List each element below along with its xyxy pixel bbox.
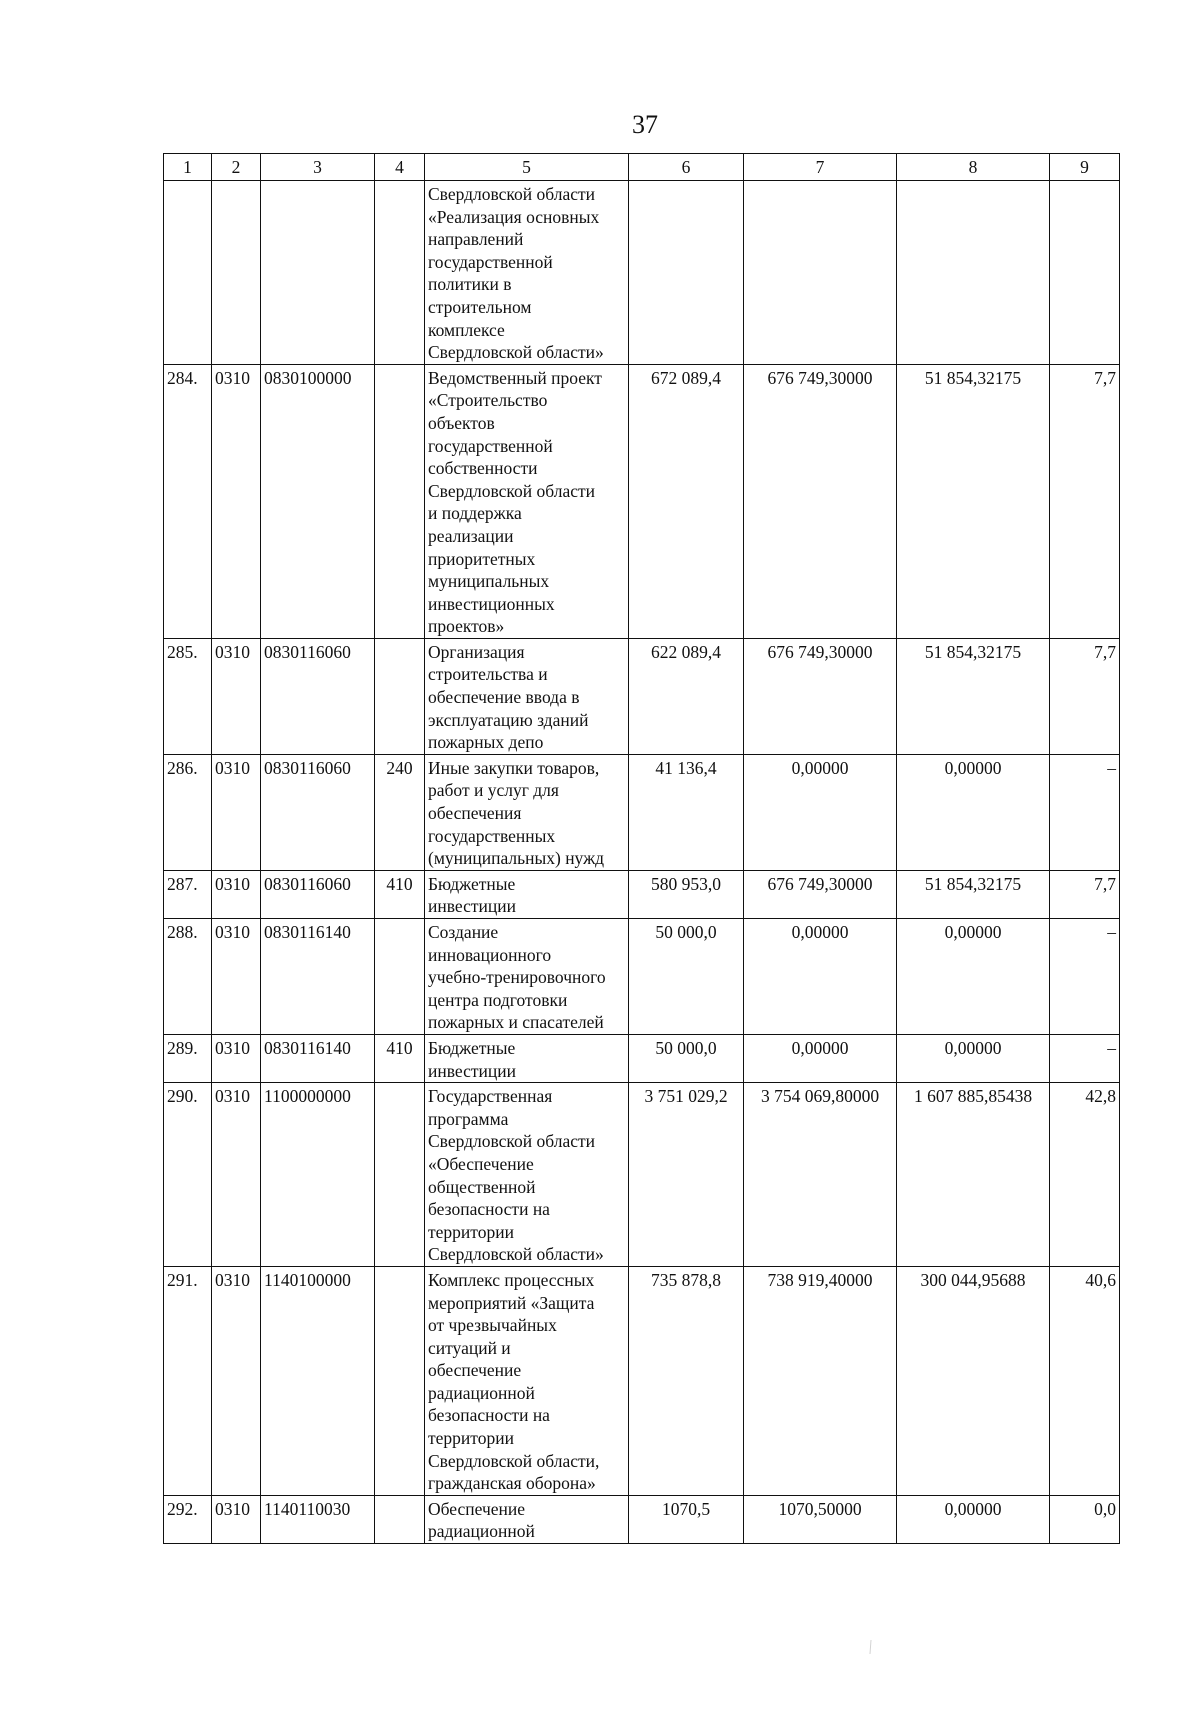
- header-cell: 1: [164, 154, 212, 181]
- header-cell: 6: [629, 154, 744, 181]
- value-col7: 676 749,30000: [744, 870, 897, 918]
- value-col6: [629, 181, 744, 365]
- table-row: [164, 1083, 1120, 1267]
- value-col7: 3 754 069,80000: [744, 1083, 897, 1267]
- item-name: Бюджетные инвестиции: [425, 870, 629, 918]
- header-cell: 9: [1050, 154, 1120, 181]
- value-col6: 1070,5: [629, 1495, 744, 1543]
- row-number: 286.: [164, 754, 212, 870]
- item-name: Государственная программа Свердловской области «Обеспечение общественной безопасности на территории Свердловской области»: [425, 1083, 629, 1267]
- section-code: 0310: [212, 1495, 261, 1543]
- value-col8: 0,00000: [897, 919, 1050, 1035]
- target-code: 0830116060: [261, 870, 375, 918]
- target-code: 1100000000: [261, 1083, 375, 1267]
- row-number: 288.: [164, 919, 212, 1035]
- value-col6: 3 751 029,2: [629, 1083, 744, 1267]
- table-row: [164, 870, 1120, 918]
- value-col8: 51 854,32175: [897, 638, 1050, 754]
- item-name: Ведомственный проект «Строительство объектов государственной собственности Свердловской области и поддержка реализации приоритетных муниципальных инвестиционных проектов»: [425, 364, 629, 638]
- target-code: 1140100000: [261, 1266, 375, 1495]
- section-code: 0310: [212, 870, 261, 918]
- item-name: Организация строительства и обеспечение ввода в эксплуатацию зданий пожарных депо: [425, 638, 629, 754]
- section-code: 0310: [212, 638, 261, 754]
- header-cell: 7: [744, 154, 897, 181]
- value-col8: 0,00000: [897, 754, 1050, 870]
- value-col6: 622 089,4: [629, 638, 744, 754]
- table-row: [164, 638, 1120, 754]
- percent-col9: 7,7: [1050, 638, 1120, 754]
- budget-table: [163, 153, 1120, 1544]
- percent-col9: 7,7: [1050, 870, 1120, 918]
- percent-col9: –: [1050, 1034, 1120, 1082]
- value-col6: 735 878,8: [629, 1266, 744, 1495]
- value-col6: 50 000,0: [629, 919, 744, 1035]
- row-number: 292.: [164, 1495, 212, 1543]
- item-name: Бюджетные инвестиции: [425, 1034, 629, 1082]
- value-col8: 51 854,32175: [897, 870, 1050, 918]
- value-col8: 0,00000: [897, 1495, 1050, 1543]
- value-col7: 676 749,30000: [744, 364, 897, 638]
- section-code: 0310: [212, 919, 261, 1035]
- percent-col9: 42,8: [1050, 1083, 1120, 1267]
- expense-type-code: 240: [375, 754, 425, 870]
- value-col7: [744, 181, 897, 365]
- value-col8: 300 044,95688: [897, 1266, 1050, 1495]
- value-col7: 0,00000: [744, 1034, 897, 1082]
- percent-col9: 7,7: [1050, 364, 1120, 638]
- table-row: [164, 1495, 1120, 1543]
- table-row: [164, 754, 1120, 870]
- table-row: [164, 919, 1120, 1035]
- section-code: [212, 181, 261, 365]
- section-code: 0310: [212, 754, 261, 870]
- table-row: [164, 181, 1120, 365]
- percent-col9: –: [1050, 754, 1120, 870]
- value-col7: 0,00000: [744, 754, 897, 870]
- target-code: 0830116140: [261, 919, 375, 1035]
- value-col7: 0,00000: [744, 919, 897, 1035]
- value-col8: 51 854,32175: [897, 364, 1050, 638]
- header-row: [164, 154, 1120, 181]
- header-cell: 4: [375, 154, 425, 181]
- percent-col9: [1050, 181, 1120, 365]
- expense-type-code: [375, 181, 425, 365]
- value-col8: 0,00000: [897, 1034, 1050, 1082]
- value-col6: 672 089,4: [629, 364, 744, 638]
- section-code: 0310: [212, 1266, 261, 1495]
- value-col6: 580 953,0: [629, 870, 744, 918]
- expense-type-code: [375, 919, 425, 1035]
- header-cell: 8: [897, 154, 1050, 181]
- value-col7: 738 919,40000: [744, 1266, 897, 1495]
- value-col6: 41 136,4: [629, 754, 744, 870]
- expense-type-code: 410: [375, 870, 425, 918]
- item-name: Свердловской области «Реализация основных направлений государственной политики в строительном комплексе Свердловской области»: [425, 181, 629, 365]
- item-name: Комплекс процессных мероприятий «Защита от чрезвычайных ситуаций и обеспечение радиационной безопасности на территории Свердловской области, гражданская оборона»: [425, 1266, 629, 1495]
- row-number: 287.: [164, 870, 212, 918]
- target-code: 0830116060: [261, 754, 375, 870]
- row-number: 289.: [164, 1034, 212, 1082]
- expense-type-code: [375, 364, 425, 638]
- target-code: 1140110030: [261, 1495, 375, 1543]
- value-col8: [897, 181, 1050, 365]
- expense-type-code: [375, 1083, 425, 1267]
- item-name: Обеспечение радиационной: [425, 1495, 629, 1543]
- expense-type-code: [375, 1495, 425, 1543]
- percent-col9: –: [1050, 919, 1120, 1035]
- header-cell: 5: [425, 154, 629, 181]
- row-number: 291.: [164, 1266, 212, 1495]
- table-row: [164, 1034, 1120, 1082]
- section-code: 0310: [212, 1083, 261, 1267]
- value-col7: 1070,50000: [744, 1495, 897, 1543]
- value-col7: 676 749,30000: [744, 638, 897, 754]
- target-code: 0830116140: [261, 1034, 375, 1082]
- target-code: 0830100000: [261, 364, 375, 638]
- page-number: 37: [632, 110, 658, 139]
- percent-col9: 0,0: [1050, 1495, 1120, 1543]
- target-code: 0830116060: [261, 638, 375, 754]
- value-col8: 1 607 885,85438: [897, 1083, 1050, 1267]
- item-name: Иные закупки товаров, работ и услуг для обеспечения государственных (муниципальных) нужд: [425, 754, 629, 870]
- value-col6: 50 000,0: [629, 1034, 744, 1082]
- expense-type-code: [375, 638, 425, 754]
- header-cell: 2: [212, 154, 261, 181]
- row-number: 285.: [164, 638, 212, 754]
- row-number: [164, 181, 212, 365]
- expense-type-code: [375, 1266, 425, 1495]
- item-name: Создание инновационного учебно-тренировочного центра подготовки пожарных и спасателей: [425, 919, 629, 1035]
- section-code: 0310: [212, 1034, 261, 1082]
- table-row: [164, 1266, 1120, 1495]
- percent-col9: 40,6: [1050, 1266, 1120, 1495]
- section-code: 0310: [212, 364, 261, 638]
- row-number: 290.: [164, 1083, 212, 1267]
- scan-speck: [868, 1640, 874, 1654]
- header-cell: 3: [261, 154, 375, 181]
- expense-type-code: 410: [375, 1034, 425, 1082]
- row-number: 284.: [164, 364, 212, 638]
- target-code: [261, 181, 375, 365]
- table-row: [164, 364, 1120, 638]
